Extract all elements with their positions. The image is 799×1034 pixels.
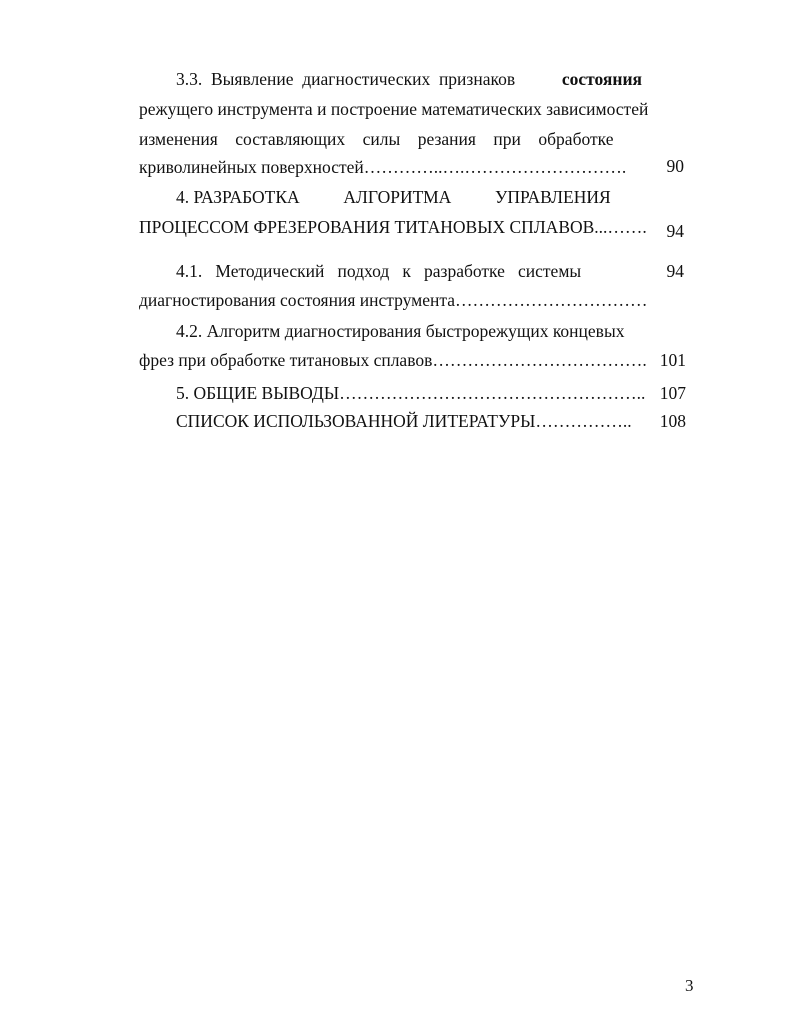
toc-entry-4-2-line-2: фрез при обработке титановых сплавов………………………………. bbox=[139, 350, 647, 370]
toc-entry-literature-line-1: СПИСОК ИСПОЛЬЗОВАННОЙ ЛИТЕРАТУРЫ…………….. bbox=[176, 411, 632, 431]
toc-entry-4-line-2: ПРОЦЕССОМ ФРЕЗЕРОВАНИЯ ТИТАНОВЫХ СПЛАВОВ...……. bbox=[139, 217, 647, 237]
toc-entry-3-3-line-2: режущего инструмента и построение математических зависимостей bbox=[139, 99, 649, 119]
toc-entry-5-line-1: 5. ОБЩИЕ ВЫВОДЫ…………………………………………….. bbox=[176, 383, 646, 403]
page-number: 3 bbox=[685, 976, 694, 995]
toc-entry-4-1-page: 94 bbox=[666, 261, 684, 281]
toc-entry-3-3-line-4: криволинейных поверхностей…………..….………………………. bbox=[139, 157, 627, 177]
toc-entry-3-3-text-a: 3.3. Выявление диагностических признаков bbox=[176, 69, 516, 89]
toc-entry-3-3-page: 90 bbox=[666, 156, 684, 176]
toc-entry-5-page: 107 bbox=[659, 383, 686, 403]
toc-entry-4-2-page: 101 bbox=[659, 350, 686, 370]
toc-entry-3-3-text-b: состояния bbox=[561, 69, 642, 89]
toc-entry-3-3-line-1 bbox=[176, 68, 642, 90]
toc-entry-literature-page: 108 bbox=[659, 411, 686, 431]
toc-entry-4-line-1: 4. РАЗРАБОТКА АЛГОРИТМА УПРАВЛЕНИЯ bbox=[176, 187, 611, 207]
toc-entry-4-1-line-1: 4.1. Методический подход к разработке системы bbox=[176, 261, 582, 281]
toc-entry-3-3-line-3: изменения составляющих силы резания при обработке bbox=[139, 129, 614, 149]
toc-entry-4-2-line-1: 4.2. Алгоритм диагностирования быстрорежущих концевых bbox=[176, 321, 625, 341]
toc-entry-4-page: 94 bbox=[666, 221, 684, 241]
toc-entry-4-1-line-2: диагностирования состояния инструмента…………………………… bbox=[139, 290, 648, 310]
